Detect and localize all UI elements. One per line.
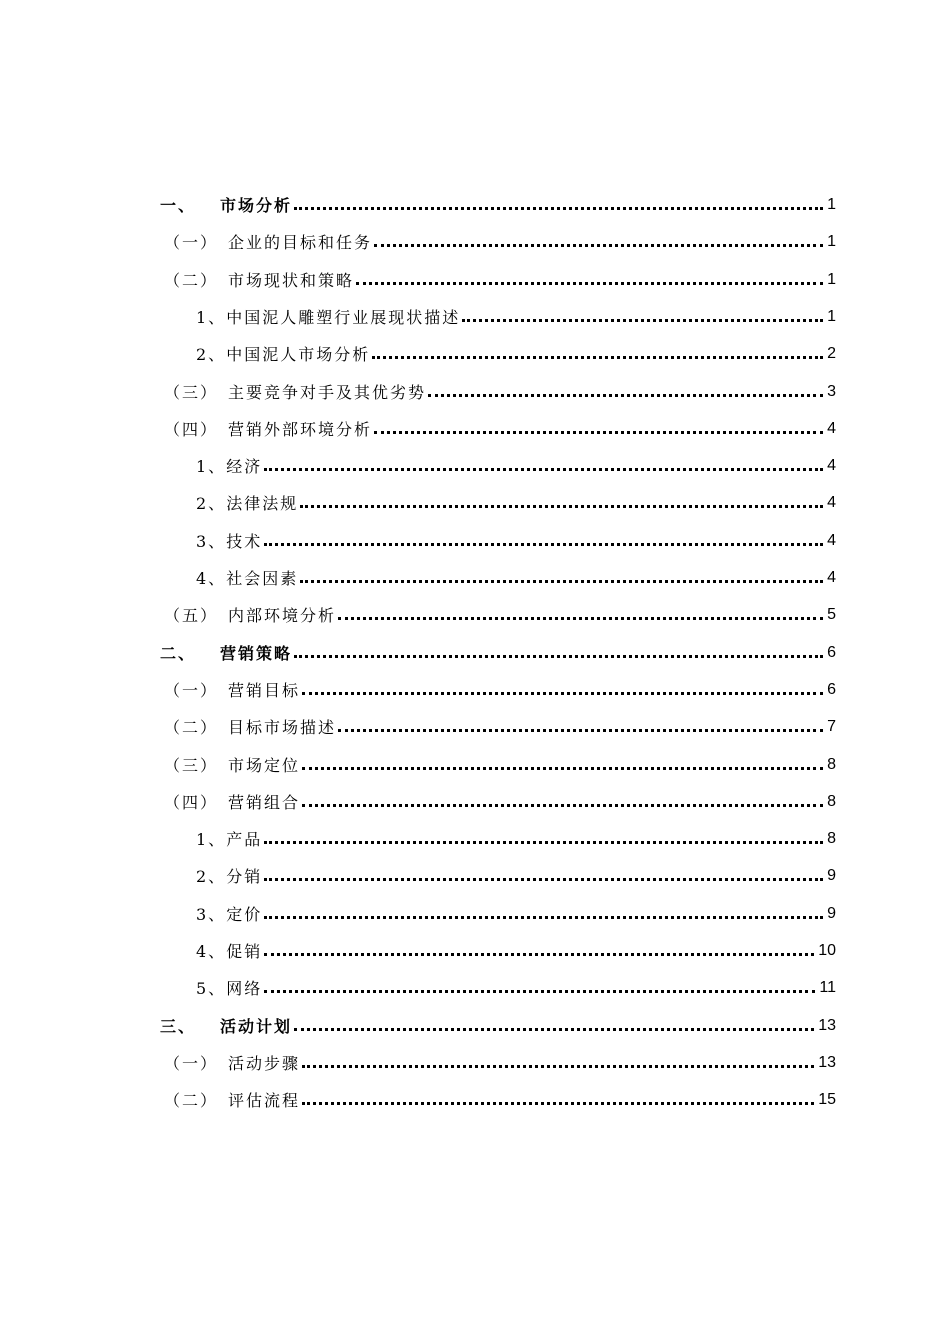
dot-leader [294, 655, 823, 658]
toc-entry-page-number: 4 [827, 531, 836, 549]
toc-entry[interactable] [0, 1007, 836, 1044]
toc-entry-number: （二） [164, 1091, 219, 1110]
toc-entry-title: 定价 [226, 905, 263, 924]
toc-entry-title: 产品 [226, 830, 263, 849]
toc-entry-title: 营销外部环境分析 [228, 420, 373, 439]
toc-entry-number: （五） [164, 606, 219, 625]
dot-leader [338, 617, 823, 620]
toc-entry-number: （三） [164, 756, 219, 775]
toc-entry[interactable] [0, 857, 836, 894]
toc-entry[interactable] [0, 969, 836, 1006]
dot-leader [294, 207, 823, 210]
toc-entry[interactable] [0, 746, 836, 783]
toc-entry-title: 营销策略 [220, 644, 293, 663]
toc-entry-number: （一） [164, 681, 219, 700]
toc-entry-title: 营销组合 [228, 793, 301, 812]
toc-entry-number: （四） [164, 420, 219, 439]
toc-entry-title: 网络 [226, 979, 263, 998]
dot-leader [302, 1102, 814, 1105]
toc-entry[interactable] [0, 783, 836, 820]
toc-entry[interactable] [0, 671, 836, 708]
toc-entry-page-number: 1 [827, 232, 836, 250]
toc-entry[interactable] [0, 559, 836, 596]
dot-leader [264, 543, 823, 546]
toc-entry-number: 4、 [196, 942, 227, 961]
dot-leader [264, 916, 823, 919]
toc-entry-page-number: 13 [818, 1016, 836, 1034]
toc-entry[interactable] [0, 410, 836, 447]
toc-entry-title: 经济 [226, 457, 263, 476]
dot-leader [264, 468, 823, 471]
toc-entry-page-number: 1 [827, 195, 836, 213]
toc-entry[interactable] [0, 186, 836, 223]
dot-leader [264, 841, 823, 844]
toc-entry[interactable] [0, 298, 836, 335]
toc-entry-title: 促销 [226, 942, 263, 961]
toc-entry[interactable] [0, 1044, 836, 1081]
dot-leader [372, 356, 823, 359]
dot-leader [300, 580, 823, 583]
toc-entry-number: 二、 [160, 644, 197, 663]
toc-entry-number: （二） [164, 271, 219, 290]
dot-leader [300, 505, 823, 508]
toc-entry-title: 市场分析 [220, 196, 293, 215]
dot-leader [264, 878, 823, 881]
toc-entry-page-number: 4 [827, 493, 836, 511]
toc-entry-number: 2、 [196, 867, 227, 886]
toc-entry-page-number: 9 [827, 866, 836, 884]
toc-entry-number: 2、 [196, 345, 227, 364]
dot-leader [264, 990, 815, 993]
toc-entry-page-number: 6 [827, 680, 836, 698]
toc-entry-title: 评估流程 [228, 1091, 301, 1110]
toc-entry-page-number: 10 [818, 941, 836, 959]
toc-entry-number: （三） [164, 383, 219, 402]
toc-entry[interactable] [0, 373, 836, 410]
toc-entry-page-number: 5 [827, 605, 836, 623]
toc-entry[interactable] [0, 335, 836, 372]
toc-entry-title: 目标市场描述 [228, 718, 337, 737]
toc-entry[interactable] [0, 895, 836, 932]
toc-entry-page-number: 13 [818, 1053, 836, 1071]
dot-leader [374, 431, 823, 434]
toc-entry-number: 1、 [196, 457, 227, 476]
toc-entry[interactable] [0, 447, 836, 484]
toc-entry[interactable] [0, 634, 836, 671]
toc-entry[interactable] [0, 708, 836, 745]
toc-entry-page-number: 2 [827, 344, 836, 362]
toc-entry-number: （四） [164, 793, 219, 812]
toc-entry-page-number: 4 [827, 419, 836, 437]
toc-entry-title: 市场现状和策略 [228, 271, 355, 290]
toc-entry-title: 分销 [226, 867, 263, 886]
dot-leader [374, 244, 823, 247]
toc-entry-number: 1、 [196, 830, 227, 849]
dot-leader [302, 692, 823, 695]
toc-entry-number: 1、 [196, 308, 227, 327]
dot-leader [462, 319, 823, 322]
dot-leader [338, 729, 823, 732]
toc-entry-page-number: 9 [827, 904, 836, 922]
toc-entry[interactable] [0, 820, 836, 857]
toc-entry-title: 中国泥人市场分析 [226, 345, 371, 364]
toc-entry-number: （一） [164, 1054, 219, 1073]
toc-entry[interactable] [0, 1081, 836, 1118]
toc-entry-title: 营销目标 [228, 681, 301, 700]
toc-entry-title: 社会因素 [226, 569, 299, 588]
toc-entry-page-number: 3 [827, 382, 836, 400]
toc-entry-number: 4、 [196, 569, 227, 588]
toc-entry-page-number: 8 [827, 755, 836, 773]
toc-entry[interactable] [0, 484, 836, 521]
toc-entry-page-number: 11 [819, 978, 836, 996]
toc-entry-title: 内部环境分析 [228, 606, 337, 625]
toc-entry-number: 一、 [160, 196, 197, 215]
dot-leader [428, 394, 823, 397]
toc-entry-page-number: 4 [827, 456, 836, 474]
toc-entry[interactable] [0, 261, 836, 298]
toc-entry-page-number: 15 [818, 1090, 836, 1108]
toc-entry-title: 主要竞争对手及其优劣势 [228, 383, 427, 402]
toc-entry[interactable] [0, 596, 836, 633]
toc-entry-title: 技术 [226, 532, 263, 551]
toc-entry[interactable] [0, 223, 836, 260]
toc-entry-number: 3、 [196, 905, 227, 924]
dot-leader [294, 1028, 814, 1031]
dot-leader [302, 767, 823, 770]
toc-entry-title: 活动步骤 [228, 1054, 301, 1073]
toc-entry-title: 企业的目标和任务 [228, 233, 373, 252]
toc-entry-number: 5、 [196, 979, 227, 998]
toc-entry[interactable] [0, 522, 836, 559]
toc-entry-page-number: 6 [827, 643, 836, 661]
toc-entry-page-number: 7 [827, 717, 836, 735]
toc-entry-page-number: 1 [827, 270, 836, 288]
toc-entry[interactable] [0, 932, 836, 969]
toc-entry-title: 市场定位 [228, 756, 301, 775]
toc-entry-title: 中国泥人雕塑行业展现状描述 [226, 308, 461, 327]
toc-entry-number: 2、 [196, 494, 227, 513]
dot-leader [302, 1065, 814, 1068]
toc-entry-title: 法律法规 [226, 494, 299, 513]
toc-entry-page-number: 8 [827, 829, 836, 847]
toc-entry-number: （二） [164, 718, 219, 737]
dot-leader [264, 953, 814, 956]
toc-entry-page-number: 8 [827, 792, 836, 810]
toc-entry-number: 三、 [160, 1017, 197, 1036]
toc-entry-number: 3、 [196, 532, 227, 551]
toc-entry-title: 活动计划 [220, 1017, 293, 1036]
toc-entry-page-number: 4 [827, 568, 836, 586]
toc-entry-page-number: 1 [827, 307, 836, 325]
dot-leader [356, 282, 823, 285]
dot-leader [302, 804, 823, 807]
toc-entry-number: （一） [164, 233, 219, 252]
